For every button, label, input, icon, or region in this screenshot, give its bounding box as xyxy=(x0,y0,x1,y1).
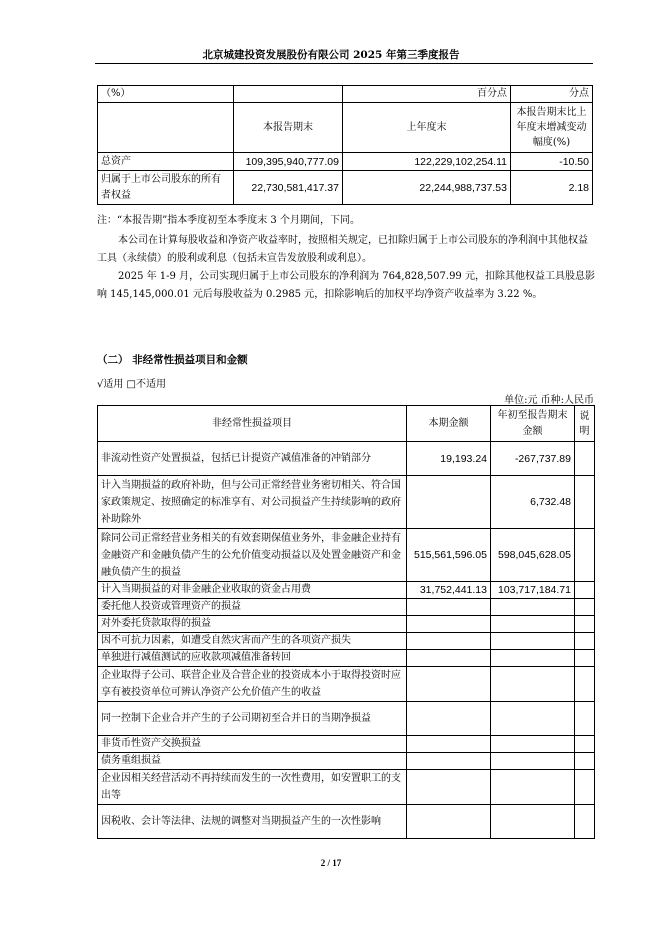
row-item: 除同公司正常经营业务相关的有效套期保值业务外，非金融企业持有金融资产和金融负债产生的公允价值变动损益以及处置金融资产和金融负债产生的损益 xyxy=(98,529,407,582)
cell-current xyxy=(407,702,491,736)
row-item: 债务重组损益 xyxy=(98,753,407,770)
cell-note xyxy=(575,702,595,736)
row-item: 单独进行减值测试的应收款项减值准备转回 xyxy=(98,650,407,667)
cell-note xyxy=(575,736,595,753)
cell-current xyxy=(407,633,491,650)
cell-note xyxy=(575,805,595,839)
cell-ytd xyxy=(491,667,575,702)
table-row xyxy=(98,770,595,805)
cell-note xyxy=(575,667,595,702)
row-item: 因税收、会计等法律、法规的调整对当期损益产生的一次性影响 xyxy=(98,805,407,839)
cell-current: 109,395,940,777.09 xyxy=(234,153,343,171)
cell-ytd xyxy=(491,702,575,736)
cell-current xyxy=(407,753,491,770)
table-row xyxy=(98,171,593,205)
table-row xyxy=(98,442,595,476)
row-item: 对外委托贷款取得的损益 xyxy=(98,616,407,633)
applicability-checkbox: √适用 □不适用 xyxy=(97,379,166,390)
row-item: 计入当期损益的对非金融企业收取的资金占用费 xyxy=(98,582,407,599)
table-row xyxy=(98,753,595,770)
page-number: 2 / 17 xyxy=(320,858,342,868)
cell-ytd xyxy=(491,770,575,805)
col-header-current: 本期金额 xyxy=(407,406,491,442)
section-title: （二） 非经常性损益项目和金额 xyxy=(97,354,248,366)
header-rule xyxy=(95,63,593,64)
col-header-prior: 上年度末 xyxy=(343,103,511,153)
row-item: 因不可抗力因素，如遭受自然灾害而产生的各项资产损失 xyxy=(98,633,407,650)
row-item: 非货币性资产交换损益 xyxy=(98,736,407,753)
cell-change: 2.18 xyxy=(511,171,593,205)
cell-ytd xyxy=(491,616,575,633)
cell-ytd xyxy=(491,650,575,667)
table-row xyxy=(98,616,595,633)
table-header-row xyxy=(98,103,593,153)
page-header-title: 北京城建投资发展股份有限公司 2025 年第三季度报告 xyxy=(202,49,460,61)
cell-note xyxy=(575,529,595,582)
unit-suffix-cell: 百分点 xyxy=(343,86,511,103)
row-item: 企业取得子公司、联营企业及合营企业的投资成本小于取得投资时应享有被投资单位可辨认净资产公允价值产生的收益 xyxy=(98,667,407,702)
table-header-row xyxy=(98,406,595,442)
cell-current: 515,561,596.05 xyxy=(407,529,491,582)
table-row xyxy=(98,805,595,839)
cell-current xyxy=(407,667,491,702)
table-row xyxy=(98,633,595,650)
cell-ytd xyxy=(491,633,575,650)
table-row xyxy=(98,702,595,736)
col-header-current: 本报告期末 xyxy=(234,103,343,153)
cell-note xyxy=(575,476,595,529)
row-item: 企业因相关经营活动不再持续而发生的一次性费用，如安置职工的支出等 xyxy=(98,770,407,805)
col-header-note: 说明 xyxy=(575,406,595,442)
cell-note xyxy=(575,616,595,633)
table-row xyxy=(98,476,595,529)
cell-current xyxy=(407,736,491,753)
row-item: 委托他人投资或管理资产的损益 xyxy=(98,599,407,616)
row-item: 非流动性资产处置损益，包括已计提资产减值准备的冲销部分 xyxy=(98,442,407,476)
cell-prior: 122,229,102,254.11 xyxy=(343,153,511,171)
cell-ytd: 598,045,628.05 xyxy=(491,529,575,582)
cell-note xyxy=(575,599,595,616)
cell-note xyxy=(575,633,595,650)
cell-ytd: 6,732.48 xyxy=(491,476,575,529)
cell-ytd xyxy=(491,599,575,616)
row-label: 总资产 xyxy=(98,153,234,171)
col-header-change: 本报告期末比上年度末增减变动幅度(%) xyxy=(511,103,593,153)
cell-current xyxy=(407,805,491,839)
cell-note xyxy=(575,753,595,770)
cell-current xyxy=(407,616,491,633)
cell-current: 19,193.24 xyxy=(407,442,491,476)
paragraph-eps: 本公司在计算每股收益和净资产收益率时，按照相关规定，已扣除归属于上市公司股东的净利润中其他权益工具（永续债）的股利或利息（包括未宣告发放股利或利息）。 xyxy=(97,235,588,264)
cell-note xyxy=(575,582,595,599)
cell-ytd: -267,737.89 xyxy=(491,442,575,476)
cell-ytd xyxy=(491,736,575,753)
cell-prior: 22,244,988,737.53 xyxy=(343,171,511,205)
row-item: 同一控制下企业合并产生的子公司期初至合并日的当期净损益 xyxy=(98,702,407,736)
col-header-ytd: 年初至报告期末金额 xyxy=(491,406,575,442)
table-row xyxy=(98,599,595,616)
cell-current xyxy=(407,770,491,805)
table-note: 注：“本报告期”指本季度初至本季度末 3 个月期间，下同。 xyxy=(97,215,360,226)
cell-ytd: 103,717,184.71 xyxy=(491,582,575,599)
cell-current xyxy=(407,476,491,529)
table-row xyxy=(98,153,593,171)
cell-change: -10.50 xyxy=(511,153,593,171)
cell-current: 31,752,441.13 xyxy=(407,582,491,599)
table-row xyxy=(98,582,595,599)
cell-note xyxy=(575,442,595,476)
table-row xyxy=(98,86,593,103)
currency-unit: 单位:元 币种:人民币 xyxy=(504,395,594,406)
table-row xyxy=(98,650,595,667)
cell-note xyxy=(575,650,595,667)
row-label: 归属于上市公司股东的所有者权益 xyxy=(98,171,234,205)
cell-ytd xyxy=(491,753,575,770)
cell-current: 22,730,581,417.37 xyxy=(234,171,343,205)
cell-ytd xyxy=(491,805,575,839)
paragraph-net-profit: 2025 年 1-9 月，公司实现归属于上市公司股东的净利润为 764,828,507.99 元，扣除其他权益工具股息影响 145,145,000.01 元后每股收益为 0.2985 元，扣除影响后的加权平均净资产收益率为 3.22 %。 xyxy=(97,271,595,300)
col-header-item: 非经常性损益项目 xyxy=(98,406,407,442)
balance-table xyxy=(97,85,593,205)
table-row xyxy=(98,736,595,753)
cell-note xyxy=(575,770,595,805)
table-row xyxy=(98,667,595,702)
table-row xyxy=(98,529,595,582)
cell-current xyxy=(407,599,491,616)
non-recurring-table xyxy=(97,405,595,839)
unit-cell: （%） xyxy=(98,86,234,103)
row-item: 计入当期损益的政府补助，但与公司正常经营业务密切相关、符合国家政策规定、按照确定的标准享有、对公司损益产生持续影响的政府补助除外 xyxy=(98,476,407,529)
cell-current xyxy=(407,650,491,667)
unit-suffix-cell-2: 分点 xyxy=(511,86,593,103)
